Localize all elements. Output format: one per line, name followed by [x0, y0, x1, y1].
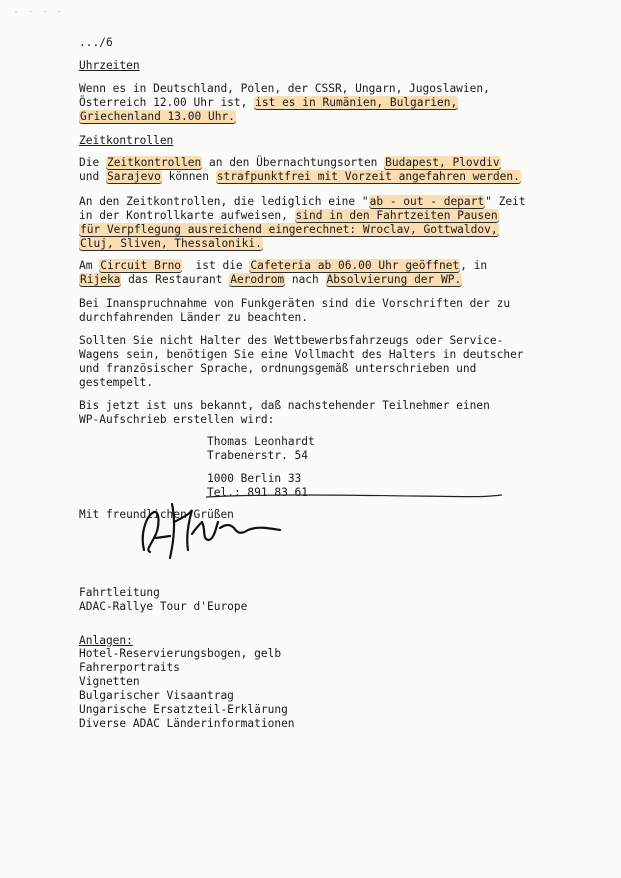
highlight-verpflegung: für Verpflegung ausreichend eingerechnet: Wroclav, Gottwaldov, [80, 223, 498, 236]
highlight-aerodrom: Aerodrom [230, 273, 285, 286]
zk-text: Die [79, 156, 106, 169]
page-reference: .../6 [79, 36, 113, 49]
halter-line-2: Wagens sein, benötigen Sie eine Vollmacht des Halters in deutscher [79, 348, 524, 361]
zk-p2-line-2 [79, 209, 499, 223]
zk-p2-line-1 [79, 195, 526, 209]
uhrzeiten-text: Österreich 12.00 Uhr ist, [79, 96, 255, 109]
highlight-zeitkontrollen: Zeitkontrollen [106, 156, 202, 169]
address-name: Thomas Leonhardt [207, 435, 315, 448]
anlage-item: Diverse ADAC Länderinformationen [79, 717, 295, 730]
zk-p1-line-1 [79, 156, 501, 170]
uhrzeiten-line-1: Wenn es in Deutschland, Polen, der CSSR, Ungarn, Jugoslawien, [79, 82, 490, 95]
zk-text: in der Kontrollkarte aufweisen, [79, 209, 295, 222]
highlight-wp: Absolvierung der WP. [326, 273, 462, 286]
zk-text: Am [79, 259, 100, 272]
signature-line-1: Fahrtleitung [79, 586, 160, 599]
highlight-cafeteria: Cafeteria ab 06.00 Uhr geöffnet [250, 259, 460, 272]
highlight-cities: Cluj, Sliven, Thessaloniki. [80, 237, 262, 250]
wp-line-2: WP-Aufschrieb erstellen wird: [79, 413, 275, 426]
wp-line-1: Bis jetzt ist uns bekannt, daß nachstehender Teilnehmer einen [79, 399, 490, 412]
closing-greeting: Mit freundlichen Grüßen [79, 508, 234, 521]
address-phone: Tel.: 891 83 61 [207, 486, 309, 499]
highlight-sarajevo: Sarajevo [106, 170, 161, 183]
zk-p3-line-1 [79, 259, 487, 273]
section-heading-zeitkontrollen: Zeitkontrollen [79, 134, 174, 147]
zk-text: ist die [182, 259, 250, 272]
section-heading-uhrzeiten: Uhrzeiten [79, 59, 140, 72]
anlage-item: Fahrerportraits [79, 661, 181, 674]
zk-p3-line-2 [79, 273, 462, 287]
highlight-rumaenien: ist es in Rumänien, Bulgarien, [255, 96, 458, 109]
zk-text: An den Zeitkontrollen, die lediglich eine " [79, 195, 369, 208]
anlage-item: Vignetten [79, 675, 140, 688]
highlight-circuit-brno: Circuit Brno [100, 259, 182, 272]
address-city: 1000 Berlin 33 [207, 472, 302, 485]
zk-p2-line-4 [79, 237, 263, 251]
zk-text: an den Übernachtungsorten [202, 156, 385, 169]
highlight-strafpunktfrei: strafpunktfrei mit Vorzeit angefahren werden. [216, 170, 520, 183]
highlight-pausen: sind in den Fahrtzeiten Pausen [295, 209, 498, 222]
zk-text: und [79, 170, 106, 183]
anlage-item: Ungarische Ersatzteil-Erklärung [79, 703, 288, 716]
signature-line-2: ADAC-Rallye Tour d'Europe [79, 600, 248, 613]
funk-line-1: Bei Inanspruchnahme von Funkgeräten sind die Vorschriften der zu [79, 297, 511, 310]
anlage-item: Hotel-Reservierungsbogen, gelb [79, 647, 282, 660]
uhrzeiten-line-3 [79, 110, 236, 124]
highlight-budapest-plovdiv: Budapest, Plovdiv [385, 156, 500, 169]
halter-line-4: gestempelt. [79, 376, 154, 389]
uhrzeiten-line-2 [79, 96, 458, 110]
halter-line-1: Sollten Sie nicht Halter des Wettbewerbsfahrzeugs oder Service- [79, 334, 504, 347]
anlagen-heading: Anlagen: [79, 634, 133, 647]
zk-text: " Zeit [485, 195, 526, 208]
zk-p1-line-2 [79, 170, 521, 184]
zk-text: , in [460, 259, 488, 272]
zk-p2-line-3 [79, 223, 499, 237]
zk-text: das Restaurant [121, 273, 230, 286]
zk-text: können [161, 170, 216, 183]
handwritten-signature [130, 494, 300, 564]
page-mark: - - - - [14, 8, 65, 16]
halter-line-3: und französischer Sprache, ordnungsgemäß unterschrieben und [79, 362, 477, 375]
anlage-item: Bulgarischer Visaantrag [79, 689, 234, 702]
highlight-rijeka: Rijeka [80, 273, 121, 286]
address-street: Trabenerstr. 54 [207, 449, 309, 462]
zk-text: nach [285, 273, 326, 286]
highlight-ab-out-depart: ab - out - depart [369, 195, 485, 208]
highlight-griechenland: Griechenland 13.00 Uhr. [80, 110, 235, 123]
funk-line-2: durchfahrenden Länder zu beachten. [79, 311, 309, 324]
